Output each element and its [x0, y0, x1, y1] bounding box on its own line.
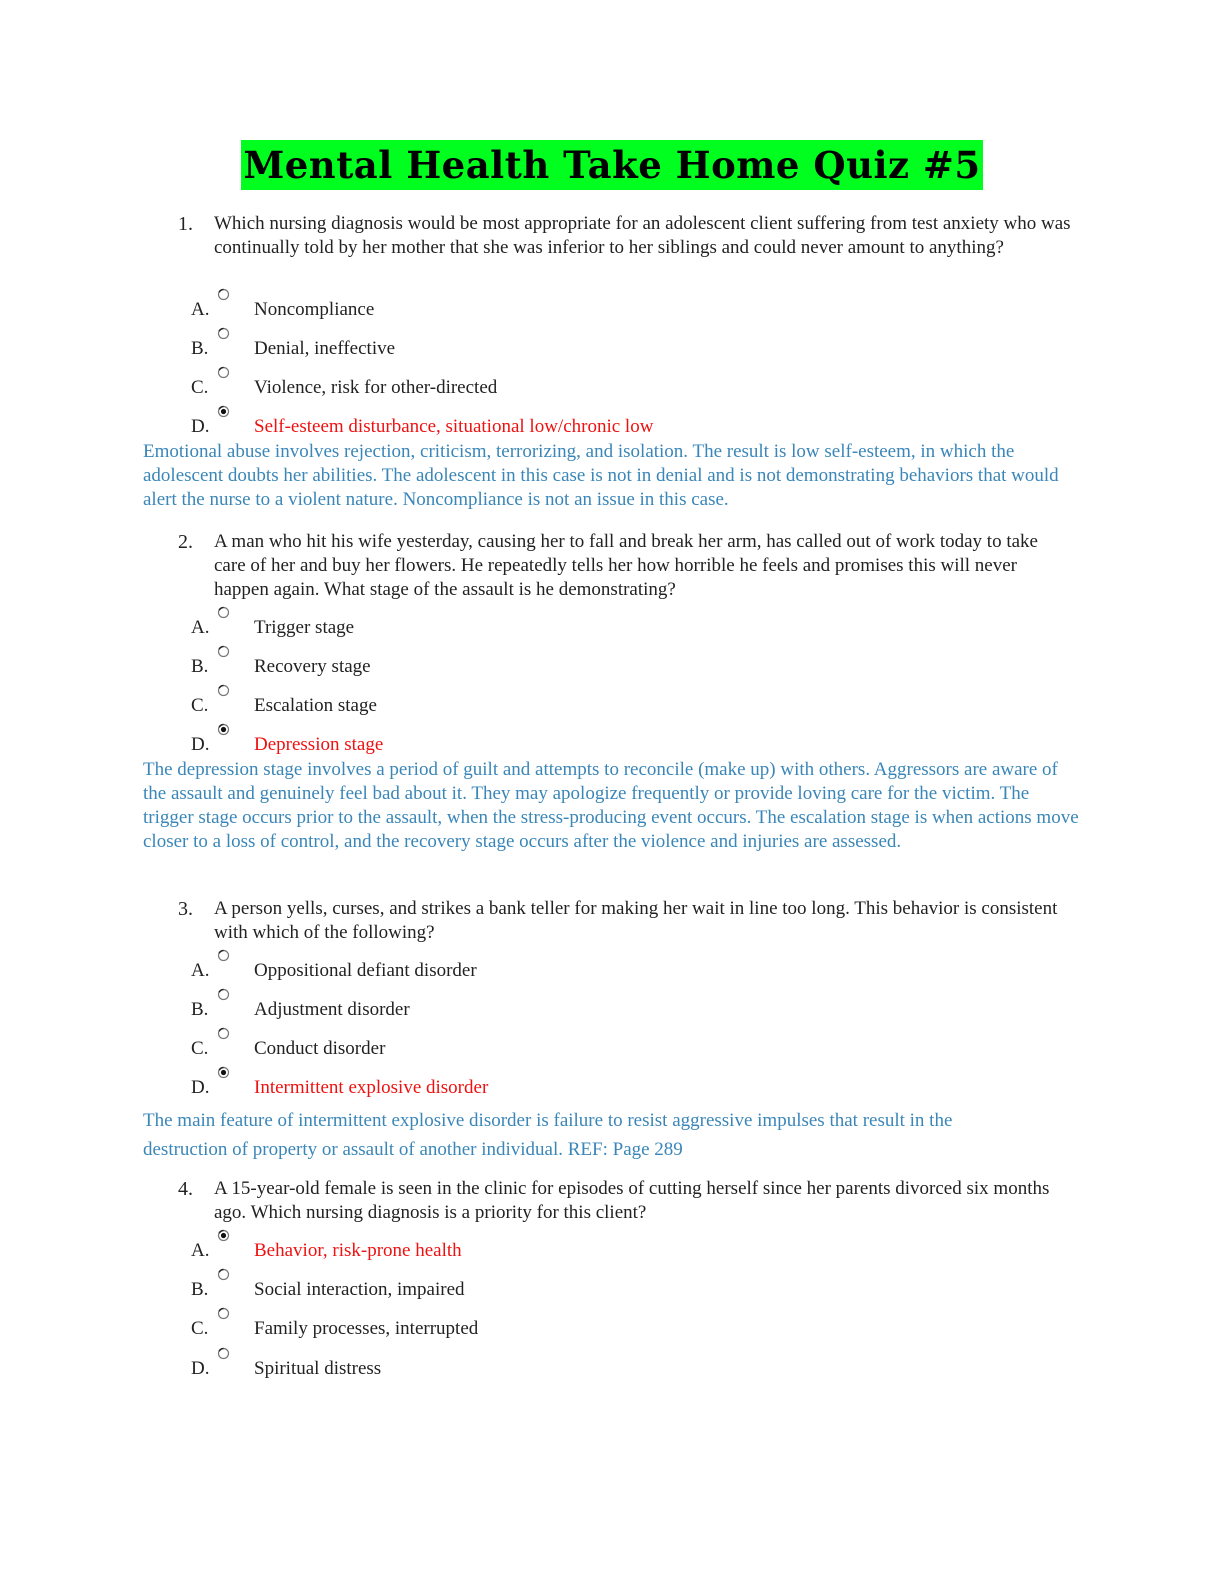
option-letter: D. [191, 416, 210, 437]
option-text: Violence, risk for other-directed [254, 377, 498, 398]
page-title: Mental Health Take Home Quiz #5 [241, 140, 982, 190]
radio-unselected-icon[interactable] [217, 949, 230, 962]
option-letter: C. [191, 1038, 209, 1059]
option-1c[interactable] [0, 372, 1224, 400]
option-4d[interactable] [0, 1353, 1224, 1381]
question-text: A person yells, curses, and strikes a bank teller for making her wait in line too long. This behavior is consistent with which of the following? [214, 898, 1058, 943]
question-text: A 15-year-old female is seen in the clinic for episodes of cutting herself since her parents divorced six months ago. Which nursing diagnosis is a priority for this client? [214, 1178, 1050, 1223]
question-number: 4. [178, 1178, 193, 1200]
radio-unselected-icon[interactable] [217, 1268, 230, 1281]
option-3a[interactable] [0, 955, 1224, 983]
option-letter: B. [191, 1279, 209, 1300]
option-text: Social interaction, impaired [254, 1279, 465, 1300]
option-letter: D. [191, 1077, 210, 1098]
option-4a[interactable] [0, 1235, 1224, 1263]
radio-selected-icon[interactable] [217, 723, 230, 736]
radio-unselected-icon[interactable] [217, 684, 230, 697]
option-2b[interactable] [0, 651, 1224, 679]
option-letter: D. [191, 1358, 210, 1379]
option-letter: A. [191, 299, 210, 320]
option-text: Self-esteem disturbance, situational low/chronic low [254, 416, 654, 437]
title-wrap [0, 140, 1224, 190]
option-letter: B. [191, 999, 209, 1020]
option-1a[interactable] [0, 294, 1224, 322]
option-letter: B. [191, 338, 209, 359]
option-4b[interactable] [0, 1274, 1224, 1302]
radio-unselected-icon[interactable] [217, 606, 230, 619]
option-text: Behavior, risk-prone health [254, 1240, 462, 1261]
option-text: Adjustment disorder [254, 999, 410, 1020]
option-1d[interactable] [0, 411, 1224, 439]
radio-unselected-icon[interactable] [217, 366, 230, 379]
question-text: A man who hit his wife yesterday, causing her to fall and break her arm, has called out of work today to take care of her and buy her flowers. He repeatedly tells her how horrible he feels and promises this will never happen again. What stage of the assault is he demonstrating? [214, 531, 1038, 600]
option-3c[interactable] [0, 1033, 1224, 1061]
explanation-line: destruction of property or assault of another individual. REF: Page 289 [143, 1139, 683, 1160]
option-text: Spiritual distress [254, 1358, 382, 1379]
option-letter: C. [191, 1318, 209, 1339]
option-1b[interactable] [0, 333, 1224, 361]
option-letter: D. [191, 734, 210, 755]
option-text: Depression stage [254, 734, 384, 755]
radio-unselected-icon[interactable] [217, 1347, 230, 1360]
option-text: Recovery stage [254, 656, 371, 677]
option-text: Denial, ineffective [254, 338, 396, 359]
explanation-3 [143, 1106, 1083, 1164]
question-text: Which nursing diagnosis would be most appropriate for an adolescent client suffering from test anxiety who was continually told by her mother that she was inferior to her siblings and could never amount to anything? [214, 213, 1071, 258]
option-text: Trigger stage [254, 617, 355, 638]
option-text: Family processes, interrupted [254, 1318, 479, 1339]
option-letter: C. [191, 695, 209, 716]
option-2a[interactable] [0, 612, 1224, 640]
explanation-2: The depression stage involves a period of guilt and attempts to reconcile (make up) with others. Aggressors are aware of the assault and genuinely feel bad about it. They may apologize frequently or provide loving care for the victim. The trigger stage occurs prior to the assault, when the stress-producing event occurs. The escalation stage is when actions move closer to a loss of control, and the recovery stage occurs after the violence and injuries are assessed. [143, 759, 1079, 852]
radio-selected-icon[interactable] [217, 405, 230, 418]
option-text: Noncompliance [254, 299, 375, 320]
radio-unselected-icon[interactable] [217, 1307, 230, 1320]
option-3d[interactable] [0, 1072, 1224, 1100]
radio-unselected-icon[interactable] [217, 327, 230, 340]
radio-unselected-icon[interactable] [217, 645, 230, 658]
option-2c[interactable] [0, 690, 1224, 718]
radio-unselected-icon[interactable] [217, 1027, 230, 1040]
option-2d[interactable] [0, 729, 1224, 757]
question-number: 3. [178, 898, 193, 920]
radio-selected-icon[interactable] [217, 1066, 230, 1079]
option-text: Conduct disorder [254, 1038, 386, 1059]
question-number: 1. [178, 213, 193, 235]
explanation-line: The main feature of intermittent explosive disorder is failure to resist aggressive impulses that result in the [143, 1110, 953, 1131]
option-letter: C. [191, 377, 209, 398]
radio-selected-icon[interactable] [217, 1229, 230, 1242]
option-letter: A. [191, 617, 210, 638]
explanation-1: Emotional abuse involves rejection, criticism, terrorizing, and isolation. The result is low self-esteem, in which the adolescent doubts her abilities. The adolescent in this case is not in denial and is not demonstrating behaviors that would alert the nurse to a violent nature. Noncompliance is not an issue in this case. [143, 441, 1059, 510]
option-4c[interactable] [0, 1313, 1224, 1341]
radio-unselected-icon[interactable] [217, 288, 230, 301]
option-letter: A. [191, 960, 210, 981]
radio-unselected-icon[interactable] [217, 988, 230, 1001]
option-text: Intermittent explosive disorder [254, 1077, 489, 1098]
option-text: Escalation stage [254, 695, 377, 716]
question-number: 2. [178, 531, 193, 553]
option-3b[interactable] [0, 994, 1224, 1022]
option-letter: A. [191, 1240, 210, 1261]
option-letter: B. [191, 656, 209, 677]
option-text: Oppositional defiant disorder [254, 960, 477, 981]
